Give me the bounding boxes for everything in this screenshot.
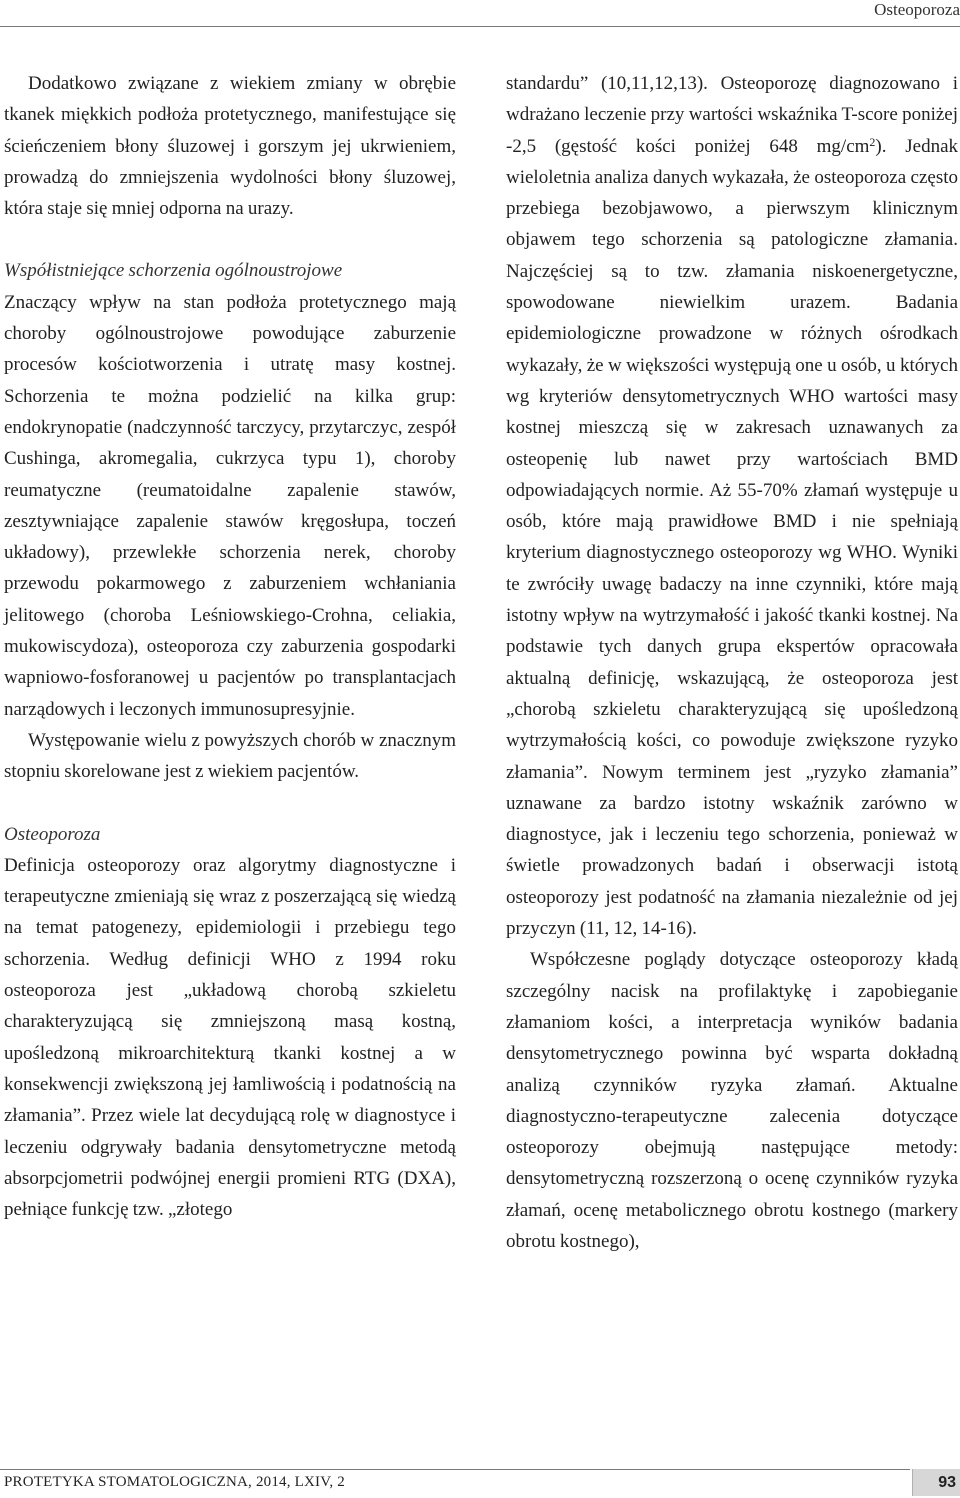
paragraph: Występowanie wielu z powyższych chorób w znacznym stopniu skorelowane jest z wiekiem pacjentów. [4,729,456,783]
paragraph-text: standardu” (10,11,12,13). Osteoporozę diagnozowano i wdrażano leczenie przy wartości wskaźnika T-score poniżej -2,5 (gęstość kości poniżej 648 mg/cm [506,73,958,157]
left-column [4,68,456,1225]
paragraph: Definicja osteoporozy oraz algorytmy diagnostyczne i terapeutyczne zmieniają się wraz z poszerzającą się wiedzą na temat patogenezy, epidemiologii i przebiegu tego schorzenia. Według definicji WHO z 1994 roku osteoporoza jest „układową chorobą szkieletu charakteryzującą się zmniejszoną masą kostną, upośledzoną mikroarchitekturą tkanki kostnej a w konsekwencji zwiększoną jej łamliwością i podatnością na złamania”. Przez wiele lat decydującą rolę w diagnostyce i leczeniu odgrywały badania densytometryczne metodą absorpcjometrii podwójnej energii promieni RTG (DXA), pełniące funkcję tzw. „złotego [4,854,456,1221]
header-divider [0,26,960,27]
running-title: Osteoporoza [874,0,960,19]
superscript: 2 [869,134,876,149]
paragraph [506,68,958,944]
page-number: 93 [912,1469,960,1496]
section-heading: Osteoporoza [4,823,101,845]
paragraph-text: ). Jednak wieloletnia analiza danych wykazała, że osteoporoza często przebiega bezobjawowo, a pierwszym klinicznym objawem tego schorzenia są patologiczne złamania. Najczęściej są to tzw. złamania niskoenergetyczne, spowodowane niewielkim urazem. Badania epidemiologiczne prowadzone w różnych ośrodkach wykazały, że w większości występują one u osób, u których wg kryteriów densytometrycznych WHO wartości masy kostnej mieszczą się w zakresach uznawanych za osteopenię lub nawet przy wartościach BMD odpowiadających normie. Aż 55-70% złamań występuje u osób, które mają prawidłowe BMD i nie spełniają kryterium diagnostycznego osteoporozy wg WHO. Wyniki te zwróciły uwagę badaczy na inne czynniki, które mają istotny wpływ na wytrzymałość i jakość tkanki kostnej. Na podstawie tych danych grupa ekspertów opracowała aktualną definicję, wskazującą, że osteoporoza jest „chorobą szkieletu charakteryzującą się upośledzoną wytrzymałością kości, co powoduje zwiększone ryzyko złamania”. Nowym terminem jest „ryzyko złamania” uznawane za bardzo istotny wskaźnik zarówno w diagnostyce, jak i leczeniu tego schorzenia, ponieważ w świetle prowadzonych badań i obserwacji istotą osteoporozy jest podatność na złamania niezależnie od jej przyczyn (11, 12, 14-16). [506,135,958,940]
section-heading: Współistniejące schorzenia ogólnoustrojowe [4,260,343,282]
paragraph: Współczesne poglądy dotyczące osteoporozy kładą szczególny nacisk na profilaktykę i zapobieganie złamaniom kości, a interpretacja wyników badania densytometrycznego powinna być wsparta dokładną analizą czynników ryzyka złamań. Aktualne diagnostyczno-terapeutyczne zalecenia dotyczące osteoporozy obejmują następujące metody: densytometryczną rozszerzoną o ocenę czynników ryzyka złamań, ocenę metabolicznego obrotu kostnego (markery obrotu kostnego), [506,949,958,1252]
paragraph: Znaczący wpływ na stan podłoża protetycznego mają choroby ogólnoustrojowe powodujące zaburzenie procesów kościotworzenia i utratę masy kostnej. Schorzenia te można podzielić na kilka grup: endokrynopatie (nadczynność tarczycy, przytarczyc, zespół Cushinga, akromegalia, cukrzyca typu 1), choroby reumatyczne (reumatoidalne zapalenie stawów, zesztywniające zapalenie stawów kręgosłupa, toczeń układowy), przewlekłe schorzenia nerek, choroby przewodu pokarmowego z zaburzeniem wchłaniania jelitowego (choroba Leśniowskiego-Crohna, celiakia, mukowiscydoza), osteoporoza czy zaburzenia gospodarki wapniowo-fosforanowej u pacjentów po transplantacjach narządowych i leczonych immunosupresyjnie. [4,291,456,720]
paragraph: Dodatkowo związane z wiekiem zmiany w obrębie tkanek miękkich podłoża protetycznego, manifestujące się ścieńczeniem błony śluzowej i gorszym jej ukrwieniem, prowadzą do zmniejszenia wydolności błony śluzowej, która staje się mniej odporna na urazy. [4,73,456,220]
footer-divider [0,1469,910,1470]
journal-citation: PROTETYKA STOMATOLOGICZNA, 2014, LXIV, 2 [4,1474,345,1490]
right-column [506,68,958,1257]
